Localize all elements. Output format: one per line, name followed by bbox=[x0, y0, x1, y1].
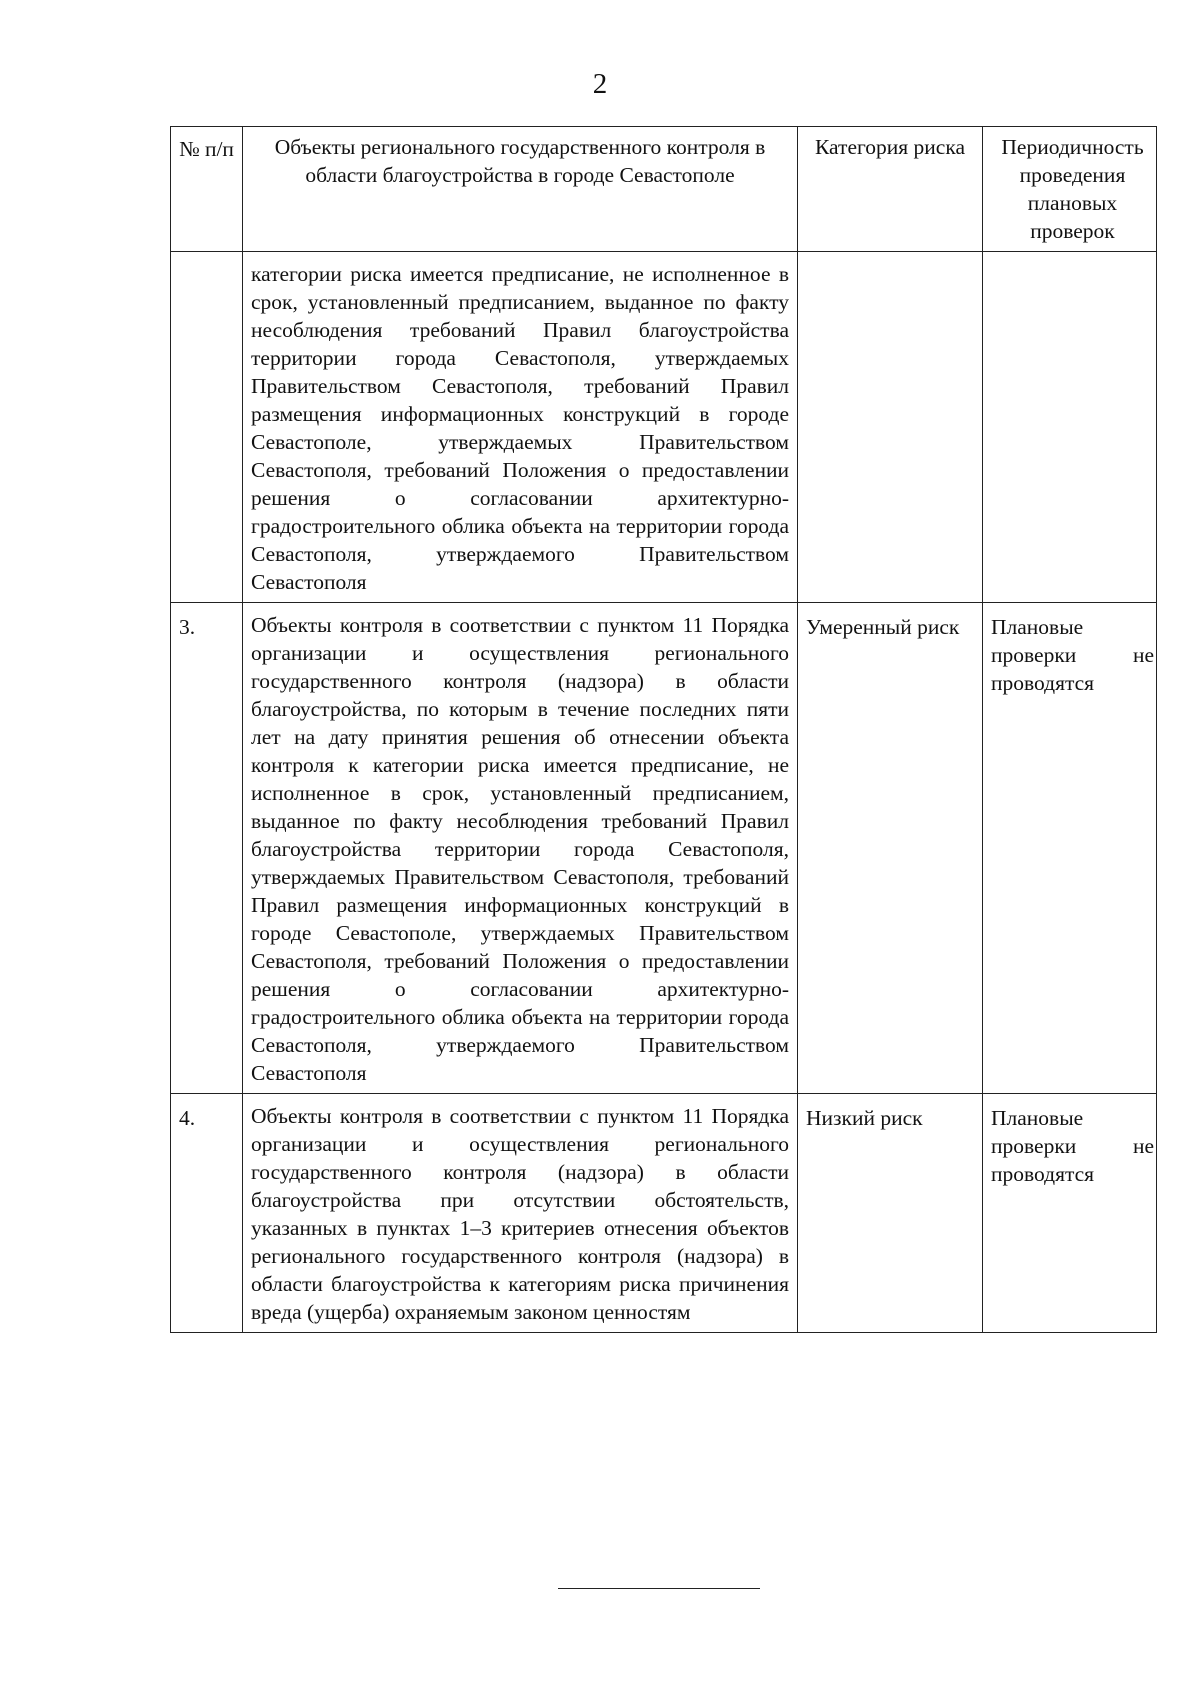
row-objects: категории риска имеется предписание, не исполненное в срок, установленный предписанием, выданное по факту несоблюдения требований Правил благоустройства территории города Севастополя, утверждаемых Правительством Севастополя, требований Правил размещения информационных конструкций в городе Севастополе, утверждаемых Правительством Севастополя, требований Положения о предоставлении решения о согласовании архитектурно-градостроительного облика объекта на территории города Севастополя, утверждаемого Правительством Севастополя bbox=[243, 252, 798, 603]
table-row bbox=[171, 603, 1157, 1094]
row-periodicity bbox=[983, 252, 1157, 603]
row-risk-category bbox=[798, 252, 983, 603]
row-objects: Объекты контроля в соответствии с пунктом 11 Порядка организации и осуществления регионального государственного контроля (надзора) в области благоустройства, по которым в течение последних пяти лет на дату принятия решения об отнесении объекта контроля к категории риска имеется предписание, не исполненное в срок, установленный предписанием, выданное по факту несоблюдения требований Правил благоустройства территории города Севастополя, утверждаемых Правительством Севастополя, требований Правил размещения информационных конструкций в городе Севастополе, утверждаемых Правительством Севастополя, требований Положения о предоставлении решения о согласовании архитектурно-градостроительного облика объекта на территории города Севастополя, утверждаемого Правительством Севастополя bbox=[243, 603, 798, 1094]
end-of-document-line bbox=[558, 1588, 760, 1589]
row-periodicity: Плановые проверки не проводятся bbox=[983, 603, 1157, 1094]
row-risk-category: Умеренный риск bbox=[798, 603, 983, 1094]
risk-category-table bbox=[170, 126, 1157, 1333]
table-header-row bbox=[171, 127, 1157, 252]
row-number: 4. bbox=[171, 1094, 243, 1333]
row-objects: Объекты контроля в соответствии с пунктом 11 Порядка организации и осуществления регионального государственного контроля (надзора) в области благоустройства при отсутствии обстоятельств, указанных в пунктах 1–3 критериев отнесения объектов регионального государственного контроля (надзора) в области благоустройства к категориям риска причинения вреда (ущерба) охраняемым законом ценностям bbox=[243, 1094, 798, 1333]
row-periodicity: Плановые проверки не проводятся bbox=[983, 1094, 1157, 1333]
page-number: 2 bbox=[592, 68, 608, 100]
table-row bbox=[171, 1094, 1157, 1333]
header-risk-category: Категория риска bbox=[798, 127, 983, 252]
row-number bbox=[171, 252, 243, 603]
header-number: № п/п bbox=[171, 127, 243, 252]
table-row bbox=[171, 252, 1157, 603]
header-objects: Объекты регионального государственного контроля в области благоустройства в городе Севастополе bbox=[243, 127, 798, 252]
row-number: 3. bbox=[171, 603, 243, 1094]
row-risk-category: Низкий риск bbox=[798, 1094, 983, 1333]
header-periodicity: Периодичность проведения плановых проверок bbox=[983, 127, 1157, 252]
